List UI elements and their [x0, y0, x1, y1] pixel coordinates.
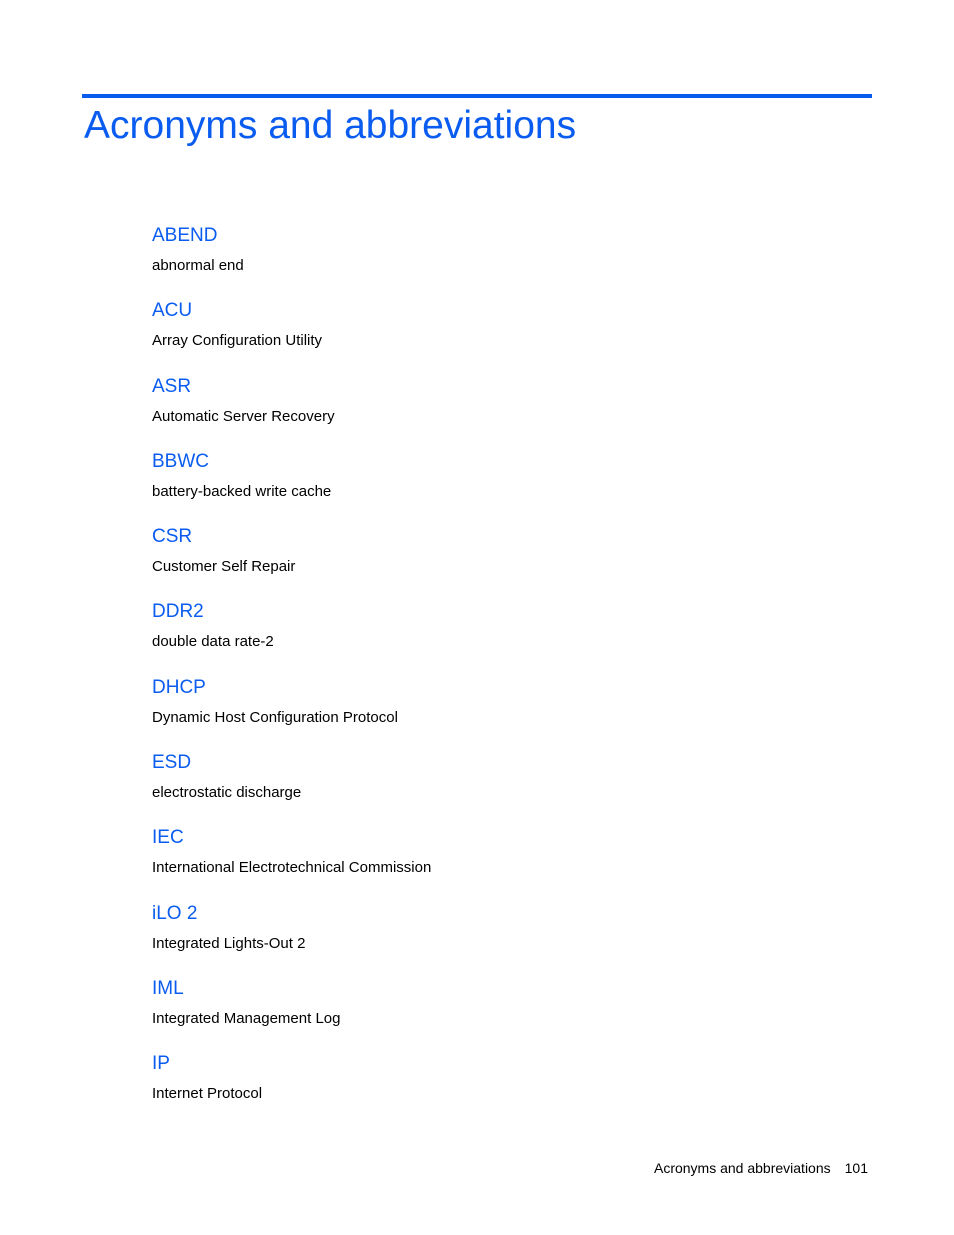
glossary-entry [152, 525, 852, 600]
glossary-entry [152, 826, 852, 901]
glossary-term[interactable]: CSR [152, 526, 193, 548]
glossary-definition: Dynamic Host Configuration Protocol [152, 708, 398, 726]
glossary-definition: International Electrotechnical Commission [152, 859, 432, 877]
glossary-definition: Automatic Server Recovery [152, 407, 335, 425]
glossary-definition: Integrated Lights-Out 2 [152, 934, 306, 952]
glossary-entry [152, 902, 852, 977]
glossary-term[interactable]: iLO 2 [152, 902, 198, 924]
glossary-term[interactable]: IEC [152, 827, 184, 849]
glossary-term[interactable]: DHCP [152, 676, 206, 698]
glossary-definition: Array Configuration Utility [152, 332, 323, 350]
glossary-definition: battery-backed write cache [152, 482, 332, 500]
glossary-definition: Customer Self Repair [152, 558, 296, 576]
glossary-term[interactable]: ESD [152, 752, 192, 774]
glossary-definition: electrostatic discharge [152, 784, 302, 802]
glossary-entry [152, 375, 852, 450]
glossary-list [152, 224, 852, 1128]
glossary-term[interactable]: IML [152, 977, 184, 999]
glossary-entry [152, 676, 852, 751]
glossary-entry [152, 224, 852, 299]
page-footer [654, 1158, 868, 1178]
glossary-entry [152, 751, 852, 826]
glossary-definition: Integrated Management Log [152, 1009, 341, 1027]
page-title: Acronyms and abbreviations [84, 104, 577, 147]
glossary-entry [152, 600, 852, 675]
page-number: 101 [844, 1160, 868, 1176]
glossary-definition: double data rate-2 [152, 633, 274, 651]
glossary-term[interactable]: IP [152, 1053, 170, 1075]
title-rule [82, 94, 872, 98]
glossary-term[interactable]: ASR [152, 375, 192, 397]
glossary-entry [152, 450, 852, 525]
glossary-definition: abnormal end [152, 257, 244, 274]
glossary-term[interactable]: DDR2 [152, 601, 204, 623]
glossary-term[interactable]: ABEND [152, 225, 218, 246]
glossary-term[interactable]: ACU [152, 300, 193, 322]
glossary-entry [152, 1052, 852, 1127]
glossary-entry [152, 299, 852, 374]
glossary-term[interactable]: BBWC [152, 450, 209, 472]
glossary-entry [152, 977, 852, 1052]
glossary-definition: Internet Protocol [152, 1085, 263, 1103]
footer-section-title: Acronyms and abbreviations [653, 1160, 831, 1176]
